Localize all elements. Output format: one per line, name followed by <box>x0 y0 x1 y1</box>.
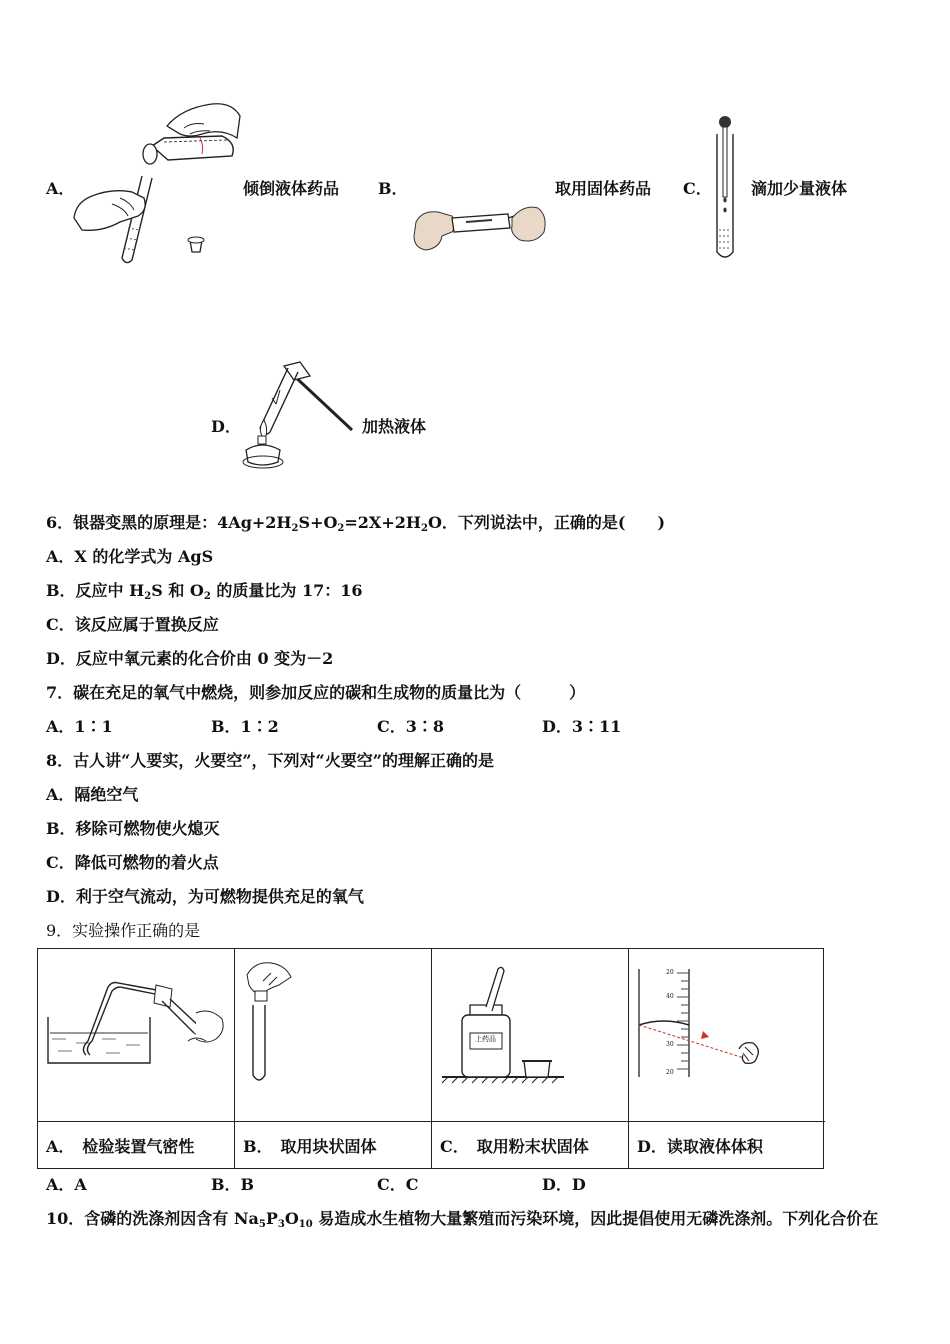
q9-block-solid-illustration <box>241 955 301 1085</box>
q5-option-c-letter: C． <box>683 179 712 198</box>
q7-stem: 7．碳在充足的氧气中燃烧，则参加反应的碳和生成物的质量比为（ ） <box>46 683 586 702</box>
q6-stem <box>46 510 665 533</box>
q9-options-table <box>37 948 824 1169</box>
q10-stem <box>46 1206 878 1229</box>
q6-option-b-part: B．反应中 H <box>46 581 145 600</box>
q5-option-a-letter: A． <box>46 179 75 198</box>
q9-powder-solid-illustration <box>440 965 568 1083</box>
q7-option-b: B．1∶2 <box>211 717 279 736</box>
q6-option-d: D．反应中氧元素的化合价由 0 变为－2 <box>46 649 334 668</box>
q10-stem-part: 10．含磷的洗涤剂因含有 Na <box>46 1209 259 1228</box>
q9-cell-a-caption-box <box>38 1121 234 1169</box>
q6-stem-part: =2X+2H <box>344 513 421 532</box>
q9-cell-d-caption: D．读取液体体积 <box>637 1137 763 1156</box>
q9-cell-c-caption-box <box>432 1121 628 1169</box>
q9-option-d: D．D <box>542 1175 586 1194</box>
q6-option-b-part: S 和 O <box>151 581 204 600</box>
q9-tick-label: 20 <box>666 969 674 976</box>
q9-cell-b <box>235 949 432 1168</box>
q6-subscript: 2 <box>421 523 428 534</box>
q9-airtightness-check-illustration <box>46 979 226 1069</box>
q9-option-b: B．B <box>211 1175 255 1194</box>
q6-subscript: 2 <box>203 591 211 602</box>
q9-option-a: A．A <box>46 1175 87 1194</box>
q9-tick-label: 40 <box>666 993 674 1000</box>
q5-option-b-letter: B． <box>378 179 408 198</box>
q7-option-a: A．1∶1 <box>46 717 113 736</box>
q9-cell-d-caption-box <box>629 1121 825 1169</box>
q5-option-c-caption: 滴加少量液体 <box>751 179 848 198</box>
q8-option-a: A．隔绝空气 <box>46 785 139 804</box>
q9-cell-c-caption: C． 取用粉末状固体 <box>440 1137 589 1156</box>
q5-option-b-caption: 取用固体药品 <box>555 179 652 198</box>
q9-read-volume-illustration <box>635 967 775 1079</box>
q9-tick-label: 30 <box>666 1041 674 1048</box>
q5-pouring-liquid-illustration <box>72 98 242 263</box>
q8-stem: 8．古人讲“人要实，火要空”，下列对“火要空”的理解正确的是 <box>46 751 494 770</box>
q6-option-a: A．X 的化学式为 AgS <box>46 547 214 566</box>
q10-subscript: 10 <box>298 1219 313 1230</box>
q10-stem-part: O <box>284 1209 299 1228</box>
q6-stem-part: O．下列说法中，正确的是( ) <box>427 513 666 532</box>
q10-stem-part: P <box>265 1209 278 1228</box>
q6-subscript: 2 <box>337 523 345 534</box>
q5-option-d-letter: D． <box>211 417 241 436</box>
q10-subscript: 5 <box>258 1219 266 1230</box>
q6-stem-part: S+O <box>298 513 338 532</box>
q9-cell-b-caption: B． 取用块状固体 <box>243 1137 377 1156</box>
q5-option-a-caption: 倾倒液体药品 <box>243 179 340 198</box>
q9-tick-label: 20 <box>666 1069 674 1076</box>
q5-option-d-caption: 加热液体 <box>362 417 427 436</box>
q8-option-b: B．移除可燃物使火熄灭 <box>46 819 220 838</box>
q6-option-b-part: 的质量比为 17：16 <box>210 581 363 600</box>
q7-option-d: D．3∶11 <box>542 717 622 736</box>
q5-dropping-liquid-illustration <box>708 112 742 262</box>
q9-cell-d <box>629 949 825 1168</box>
q7-option-c: C．3∶8 <box>377 717 445 736</box>
q9-cell-a <box>38 949 235 1168</box>
q6-option-c: C．该反应属于置换反应 <box>46 615 219 634</box>
q9-option-c: C．C <box>377 1175 419 1194</box>
q9-cell-c <box>432 949 629 1168</box>
q8-option-d: D．利于空气流动，为可燃物提供充足的氧气 <box>46 887 364 906</box>
q8-option-c: C．降低可燃物的着火点 <box>46 853 219 872</box>
q6-stem-part: 银器变黑的原理是：4Ag+2H <box>73 513 292 532</box>
q10-subscript: 3 <box>277 1219 285 1230</box>
q6-option-b <box>46 578 362 601</box>
q5-taking-solid-illustration <box>412 200 548 256</box>
q5-heating-liquid-illustration <box>240 358 358 473</box>
q9-stem: 9．实验操作正确的是 <box>46 921 201 940</box>
q9-cell-b-caption-box <box>235 1121 431 1169</box>
q6-subscript: 2 <box>291 523 299 534</box>
q6-subscript: 2 <box>144 591 152 602</box>
q10-stem-part: 易造成水生植物大量繁殖而污染环境，因此提倡使用无磷洗涤剂。下列化合价在 <box>312 1209 879 1228</box>
q6-number: 6． <box>46 513 74 532</box>
q9-cell-a-caption: A． 检验装置气密性 <box>46 1137 195 1156</box>
q9-bottle-label: 上药品 <box>475 1035 496 1043</box>
